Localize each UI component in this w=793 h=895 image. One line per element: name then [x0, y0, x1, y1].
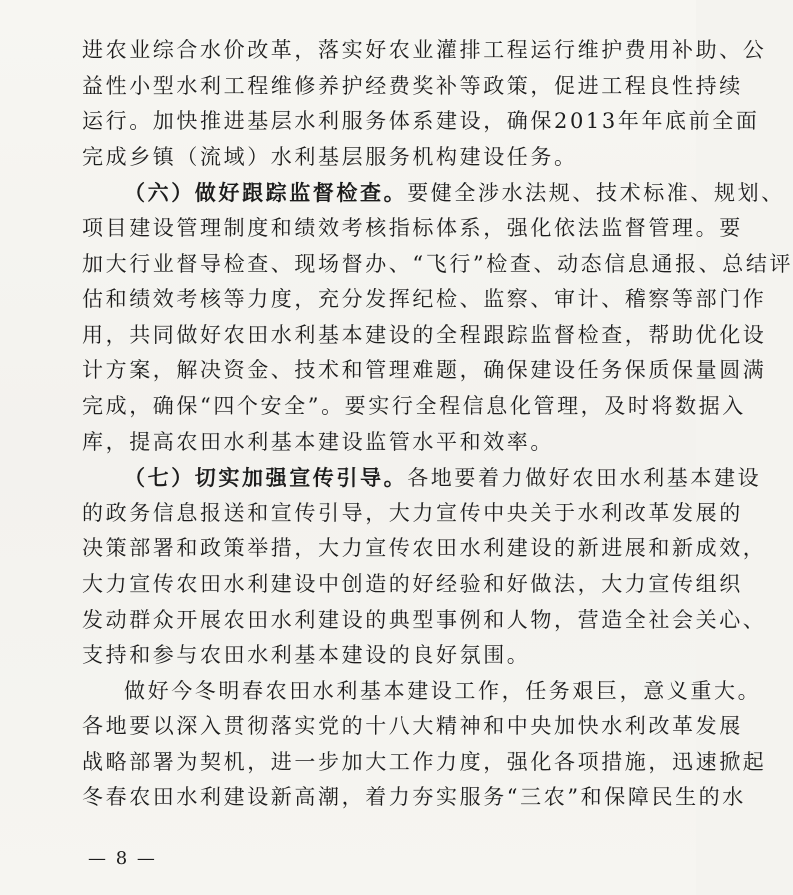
text-line: 发动群众开展农田水利建设的典型事例和人物，营造全社会关心、	[82, 607, 767, 632]
text-line: 进农业综合水价改革，落实好农业灌排工程运行维护费用补助、公	[82, 38, 767, 62]
text-line: 大力宣传农田水利建设中创造的好经验和好做法，大力宣传组织	[82, 571, 743, 596]
section-seven-paragraph	[82, 460, 767, 674]
text-line: 估和绩效考核等力度，充分发挥纪检、监察、审计、稽察等部门作	[82, 287, 767, 312]
text-line: 冬春农田水利建设新高潮，着力夯实服务“三农”和保障民生的水	[82, 785, 746, 810]
text-line	[82, 460, 762, 496]
text-line: 加大行业督导检查、现场督办、“飞行”检查、动态信息通报、总结评	[82, 251, 793, 276]
section-six-heading: （六）做好跟踪监督检查。	[124, 180, 408, 206]
section-seven-heading: （七）切实加强宣传引导。	[124, 465, 408, 491]
text-line: 各地要以深入贯彻落实党的十八大精神和中央加快水利改革发展	[82, 714, 743, 739]
text-span: 各地要着力做好农田水利基本建设	[407, 466, 762, 491]
section-six-paragraph	[82, 175, 793, 460]
text-line: 计方案，解决资金、技术和管理难题，确保建设任务保质保量圆满	[82, 358, 767, 383]
text-line: 益性小型水利工程维修养护经费奖补等政策，促进工程良性持续	[82, 73, 743, 98]
text-line: 库，提高农田水利基本建设监管水平和效率。	[82, 429, 554, 454]
text-line	[82, 175, 785, 211]
text-line: 战略部署为契机，进一步加大工作力度，强化各项措施，迅速掀起	[82, 749, 767, 774]
text-line: 决策部署和政策举措，大力宣传农田水利建设的新进展和新成效，	[82, 536, 767, 561]
closing-paragraph	[82, 674, 767, 816]
text-line: 做好今冬明春农田水利基本建设工作，任务艰巨，意义重大。	[124, 678, 762, 703]
text-line: 用，共同做好农田水利基本建设的全程跟踪监督检查，帮助优化设	[82, 322, 767, 347]
text-line: 的政务信息报送和宣传引导，大力宣传中央关于水利改革发展的	[82, 500, 743, 525]
document-body	[82, 33, 793, 816]
text-line: 支持和参与农田水利基本建设的良好氛围。	[82, 643, 531, 668]
paragraph-continuation	[82, 33, 767, 175]
text-line: 完成，确保“四个安全”。要实行全程信息化管理，及时将数据入	[82, 393, 746, 418]
text-line: 项目建设管理制度和绩效考核指标体系，强化依法监督管理。要	[82, 215, 743, 240]
page-number: — 8 —	[88, 848, 157, 869]
text-line: 运行。加快推进基层水利服务体系建设，确保2013年年底前全面	[82, 109, 760, 134]
text-span: 要健全涉水法规、技术标准、规划、	[407, 181, 785, 206]
text-line: 完成乡镇（流域）水利基层服务机构建设任务。	[82, 144, 578, 169]
